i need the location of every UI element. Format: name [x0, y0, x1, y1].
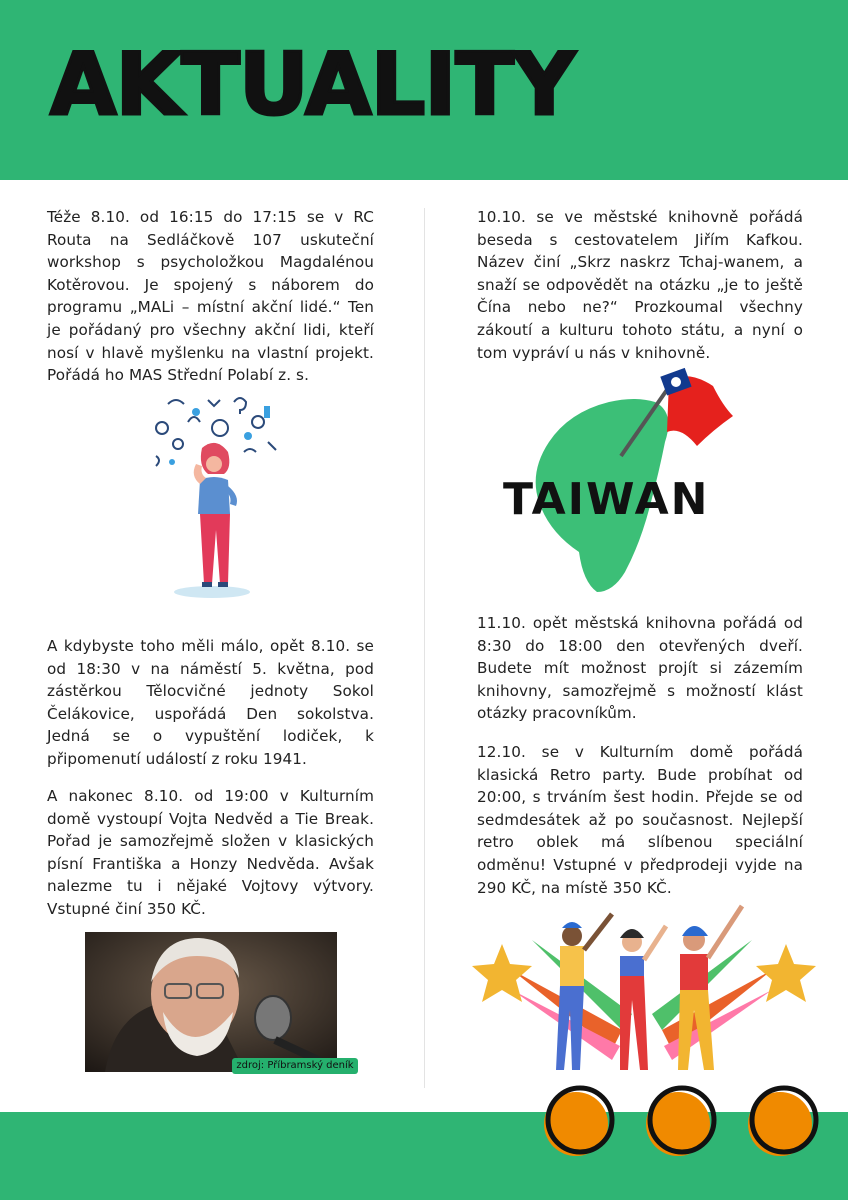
header-banner	[0, 0, 848, 180]
thinking-woman-illustration	[148, 392, 288, 602]
circle-2-icon	[646, 1088, 714, 1156]
article-den-otevrenych-dveri: 11.10. opět městská knihovna pořádá od 8:30 do 18:00 den otevřených dveří. Budete mít možnost projít si zázemím knihovny, samozřejmě s možností klást otázky pracovníkům.	[477, 614, 803, 723]
decorative-circles	[538, 1084, 828, 1160]
article-retro-party: 12.10. se v Kulturním domě pořádá klasická Retro party. Bude probíhat od 20:00, s trváním šest hodin. Přejde se od sedmdesátek až po současnost. Nejlepší retro oblek má slíbenou speciální odměnu! Vstupné v předprodeji vyjde na 290 KČ, na místě 350 KČ.	[477, 743, 803, 897]
article-koncert: A nakonec 8.10. od 19:00 v Kulturním domě vystoupí Vojta Nedvěd a Tie Break. Pořad je samozřejmě složen v klasických písní Františka a Honzy Nedvěda. Avšak nalezme tu i nějaké Vojtovy výtvory. Vstupné činí 350 KČ.	[47, 787, 374, 918]
photo-credit: zdroj: Příbramský deník	[232, 1058, 358, 1074]
article-beseda: 10.10. se ve městské knihovně pořádá beseda s cestovatelem Jiřím Kafkou. Název činí „Skrz naskrz Tchaj-wanem, a snaží se odpovědět na otázku „je to ještě Čína nebo ne?“ Prozkoumal všechny zákoutí a kulturu tohoto státu, a nyní o tom vypráví u nás v knihovně.	[477, 208, 803, 362]
article-den-sokolstva: A kdybyste toho měli málo, opět 8.10. se od 18:30 v na náměstí 5. května, pod zástěrkou Tělocvičné jednoty Sokol Čelákovice, uspořádá Den sokolstva. Jedná se o vypuštění lodiček, k připomenutí událostí z roku 1941.	[47, 637, 374, 768]
retro-dancers-illustration	[472, 900, 816, 1076]
taiwan-label: TAIWAN	[503, 474, 710, 525]
singer-photo	[85, 932, 337, 1072]
column-divider	[424, 208, 425, 1088]
article-workshop: Téže 8.10. od 16:15 do 17:15 se v RC Routa na Sedláčkově 107 uskuteční workshop s psycholožkou Magdalénou Kotěrovou. Je spojený s náborem do programu „MALi – místní akční lidé.“ Ten je pořádaný pro všechny akční lidi, kteří nosí v hlavě myšlenku na vlastní projekt. Pořádá ho MAS Střední Polabí z. s.	[47, 208, 374, 385]
circle-1-icon	[544, 1088, 612, 1156]
circle-3-icon	[748, 1088, 816, 1156]
page-title: AKTUALITY	[50, 35, 575, 135]
